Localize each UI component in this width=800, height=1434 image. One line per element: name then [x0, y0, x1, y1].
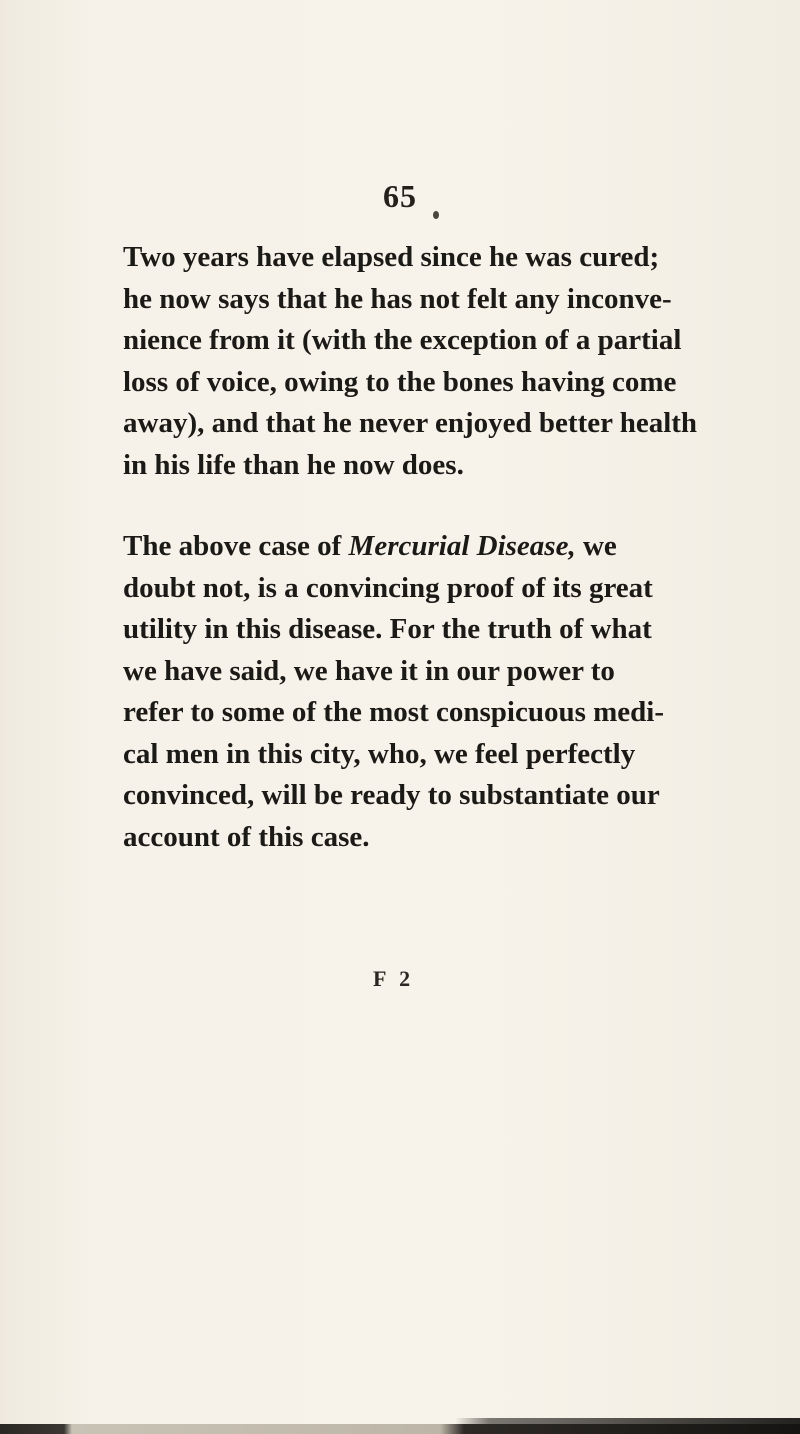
- italic-term: Mercurial Disease,: [348, 530, 576, 562]
- paragraph-1: [123, 237, 698, 486]
- text-run: The above case of: [123, 530, 349, 562]
- text-line: away), and that he never enjoyed better health: [123, 407, 698, 439]
- text-line: he now says that he has not felt any inconve-: [123, 282, 672, 315]
- text-line: cal men in this city, who, we feel perfectly: [123, 737, 636, 770]
- text-line: account of this case.: [123, 820, 370, 853]
- text-line: in his life than he now does.: [123, 448, 464, 481]
- text-line: utility in this disease. For the truth of what: [123, 613, 652, 645]
- page-number: 65: [383, 178, 417, 214]
- text-line: Two years have elapsed since he was cured;: [123, 241, 660, 273]
- text-line: we have said, we have it in our power to: [123, 654, 615, 687]
- text-line: loss of voice, owing to the bones having come: [123, 365, 677, 398]
- text-line: nience from it (with the exception of a partial: [123, 324, 682, 356]
- paragraph-2: [123, 526, 664, 858]
- ink-speck: [433, 211, 439, 219]
- signature-mark: F 2: [373, 966, 415, 991]
- text-line: convinced, will be ready to substantiate our: [123, 779, 660, 811]
- text-run: we: [575, 530, 617, 562]
- text-line: refer to some of the most conspicuous medi-: [123, 696, 664, 728]
- text-line: [123, 526, 658, 568]
- text-line: doubt not, is a convincing proof of its great: [123, 571, 653, 604]
- page-bottom-edge: [0, 1424, 800, 1434]
